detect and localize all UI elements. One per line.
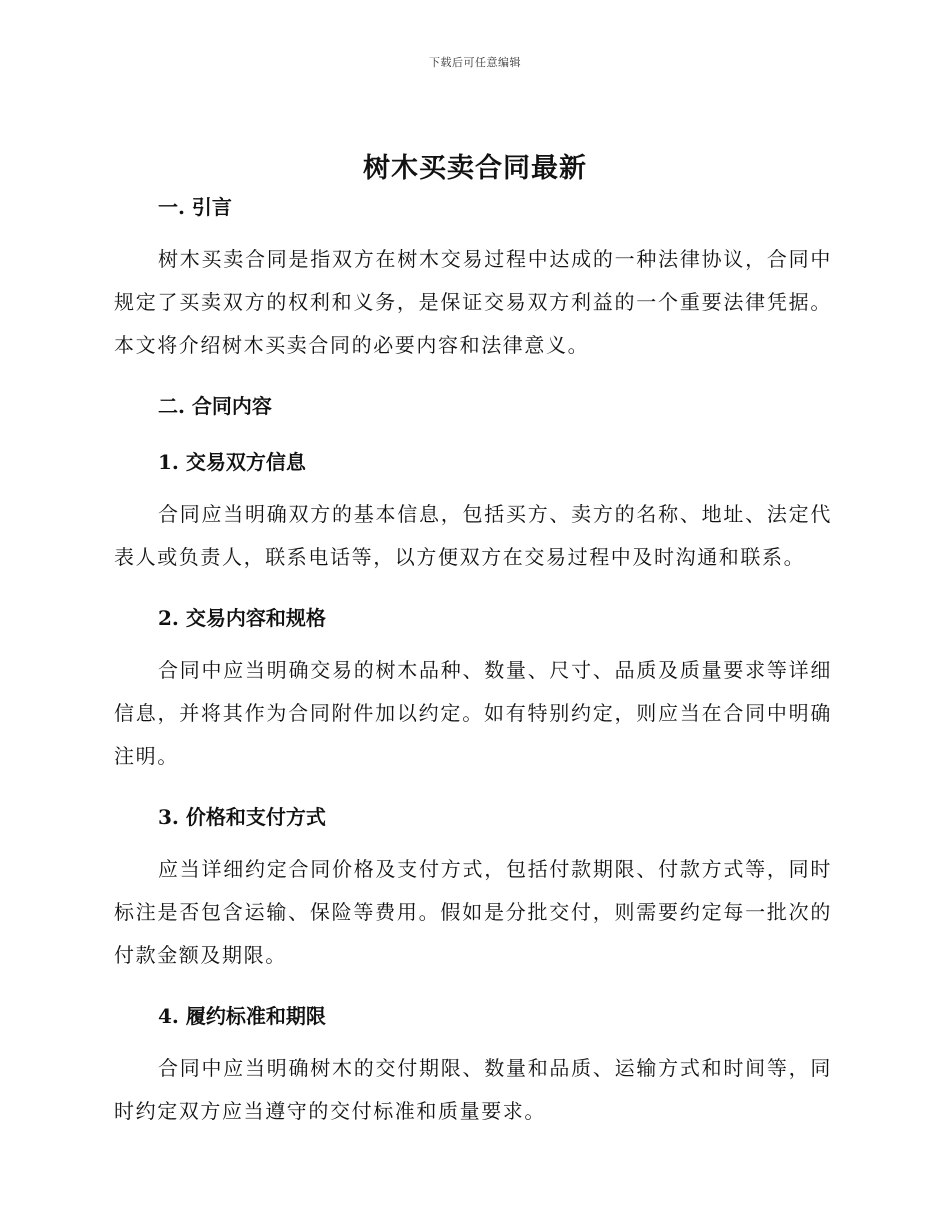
paragraph-intro: 树木买卖合同是指双方在树木交易过程中达成的一种法律协议，合同中规定了买卖双方的权利和义务，是保证交易双方利益的一个重要法律凭据。本文将介绍树木买卖合同的必要内容和法律意义。 bbox=[114, 247, 832, 357]
paragraph-performance: 合同中应当明确树木的交付期限、数量和品质、运输方式和时间等，同时约定双方应当遵守的交付标准和质量要求。 bbox=[114, 1056, 832, 1123]
paragraph-parties: 合同应当明确双方的基本信息，包括买方、卖方的名称、地址、法定代表人或负责人，联系电话等，以方便双方在交易过程中及时沟通和联系。 bbox=[114, 502, 832, 569]
subsection-heading-parties: 1. 交易双方信息 bbox=[158, 450, 306, 474]
subsection-heading-specs: 2. 交易内容和规格 bbox=[158, 606, 326, 630]
document-body bbox=[114, 190, 832, 1133]
header-note: 下载后可任意编辑 bbox=[429, 56, 521, 69]
document-title: 树木买卖合同最新 bbox=[363, 153, 587, 184]
subsection-heading-performance: 4. 履约标准和期限 bbox=[158, 1004, 326, 1028]
section-heading-intro: 一. 引言 bbox=[158, 195, 232, 219]
section-heading-contract-content: 二. 合同内容 bbox=[158, 394, 272, 418]
paragraph-payment: 应当详细约定合同价格及支付方式，包括付款期限、付款方式等，同时标注是否包含运输、保险等费用。假如是分批交付，则需要约定每一批次的付款金额及期限。 bbox=[114, 857, 832, 967]
subsection-heading-payment: 3. 价格和支付方式 bbox=[158, 805, 326, 829]
paragraph-specs: 合同中应当明确交易的树木品种、数量、尺寸、品质及质量要求等详细信息，并将其作为合同附件加以约定。如有特别约定，则应当在合同中明确注明。 bbox=[114, 658, 832, 768]
